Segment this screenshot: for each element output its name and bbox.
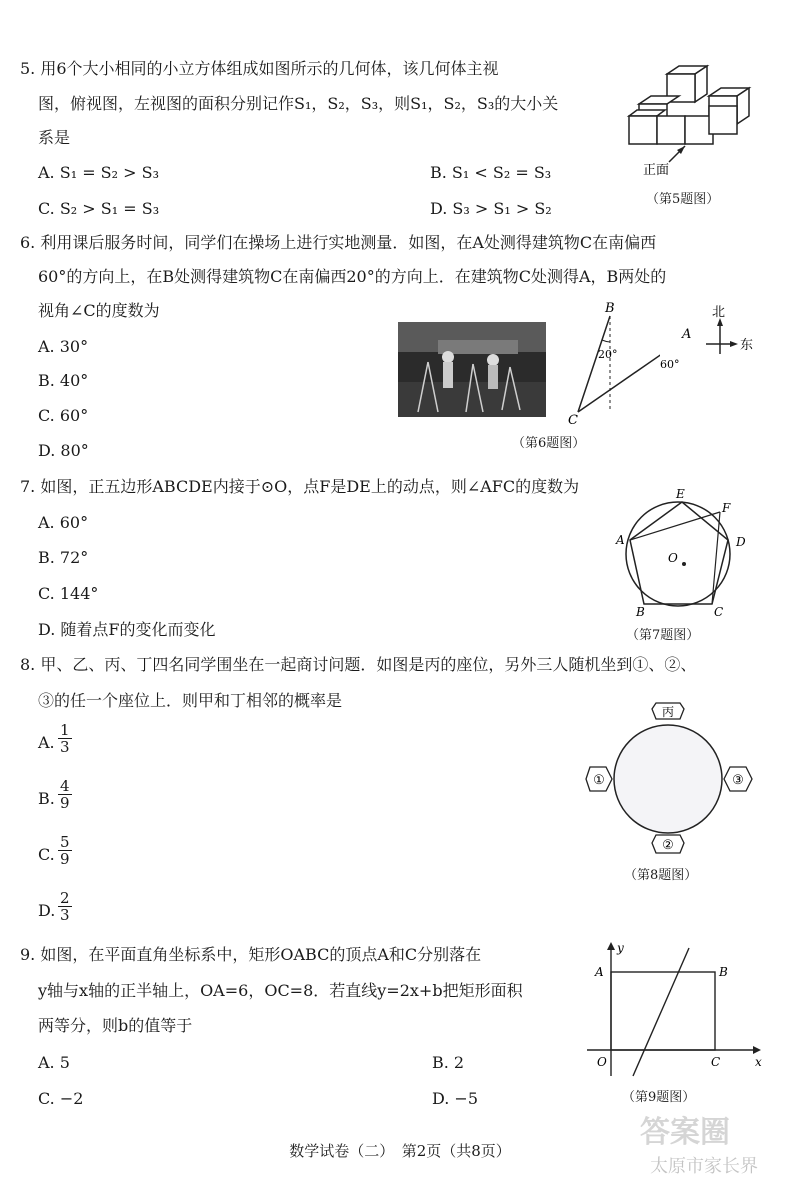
q5-option-d: D. S₃ > S₁ > S₂ bbox=[430, 199, 552, 218]
q8-option-d-fraction bbox=[58, 890, 72, 923]
q9-option-a: A. 5 bbox=[38, 1053, 70, 1072]
q6-stem-line3: 视角∠C的度数为 bbox=[38, 301, 160, 320]
east-arrow-icon bbox=[730, 341, 738, 347]
q8-option-c-num: 5 bbox=[60, 833, 70, 851]
q9-label-c: C bbox=[711, 1055, 721, 1069]
q8-option-d-label: D. bbox=[38, 901, 56, 920]
q7-pentagon-figure bbox=[610, 482, 760, 622]
q7-option-b: B. 72° bbox=[38, 548, 89, 567]
q8-option-a-label: A. bbox=[38, 733, 55, 752]
q6-label-a: A bbox=[682, 327, 692, 342]
q5-stem-line1: 5. 用6个大小相同的小立方体组成如图所示的几何体，该几何体主视 bbox=[20, 59, 499, 78]
q9-stem-line1: 9. 如图，在平面直角坐标系中，矩形OABC的顶点A和C分别落在 bbox=[20, 945, 482, 964]
q9-label-y: y bbox=[617, 941, 624, 955]
q6-option-c: C. 60° bbox=[38, 406, 89, 425]
q6-option-d: D. 80° bbox=[38, 441, 89, 460]
q7-label-o: O bbox=[668, 551, 678, 565]
q9-stem-line2: y轴与x轴的正半轴上，OA=6，OC=8．若直线y=2x+b把矩形面积 bbox=[38, 981, 523, 1000]
seat-left-label: ① bbox=[593, 773, 605, 788]
rectangle-oabc bbox=[611, 972, 715, 1050]
q5-option-b: B. S₁ < S₂ = S₃ bbox=[430, 163, 552, 182]
q6-compass bbox=[700, 300, 760, 360]
q9-option-c: C. −2 bbox=[38, 1089, 84, 1108]
q9-label-o: O bbox=[597, 1055, 607, 1069]
q9-stem-line3: 两等分，则b的值等于 bbox=[38, 1016, 193, 1035]
watermark-logo bbox=[610, 1110, 790, 1180]
q9-coordinate-figure bbox=[585, 940, 770, 1080]
q5-stem-line2: 图，俯视图，左视图的面积分别记作S₁，S₂，S₃，则S₁，S₂，S₃的大小关 bbox=[38, 94, 559, 113]
q5-front-label: 正面 bbox=[643, 163, 670, 178]
q7-label-d: D bbox=[736, 535, 746, 549]
q5-stem-line3: 系是 bbox=[38, 128, 71, 147]
y-axis-arrow-icon bbox=[607, 942, 615, 950]
q5-caption: （第5题图） bbox=[646, 192, 720, 207]
q8-option-a-fraction bbox=[58, 722, 72, 755]
page-footer: 数学试卷（二） 第2页（共8页） bbox=[289, 1142, 511, 1160]
q6-option-b: B. 40° bbox=[38, 371, 89, 390]
q6-geometry-figure-right bbox=[660, 300, 700, 420]
q7-stem: 7. 如图，正五边形ABCDE内接于⊙O，点F是DE上的动点，则∠AFC的度数为 bbox=[20, 477, 580, 496]
q7-label-b: B bbox=[636, 605, 645, 619]
q8-option-c-fraction bbox=[58, 834, 72, 867]
q8-option-b-den: 9 bbox=[60, 794, 70, 812]
q7-label-a: A bbox=[616, 533, 625, 547]
q5-cube-figure bbox=[625, 62, 760, 192]
q7-option-d: D. 随着点F的变化而变化 bbox=[38, 620, 216, 639]
q7-caption: （第7题图） bbox=[626, 628, 700, 643]
x-axis-arrow-icon bbox=[753, 1046, 761, 1054]
q8-stem-line1: 8. 甲、乙、丙、丁四名同学围坐在一起商讨问题．如图是丙的座位，另外三人随机坐到①、②、 bbox=[20, 655, 697, 674]
watermark-line2: 太原市家长界 bbox=[650, 1156, 758, 1177]
q8-option-b-label: B. bbox=[38, 789, 55, 808]
q9-option-b: B. 2 bbox=[432, 1053, 465, 1072]
q7-label-f: F bbox=[722, 501, 731, 515]
q6-stem-line1: 6. 利用课后服务时间，同学们在操场上进行实地测量．如图，在A处测得建筑物C在南偏西 bbox=[20, 233, 657, 252]
q7-label-c: C bbox=[714, 605, 724, 619]
watermark-line1: 答案圈 bbox=[640, 1115, 730, 1150]
seat-right-label: ③ bbox=[732, 773, 744, 788]
q6-caption: （第6题图） bbox=[512, 436, 586, 451]
q8-option-c-label: C. bbox=[38, 845, 55, 864]
q6-angle-b: 20° bbox=[598, 348, 618, 361]
q8-option-b-num: 4 bbox=[60, 777, 70, 795]
q7-label-e: E bbox=[676, 487, 685, 501]
q6-geometry-figure bbox=[560, 300, 660, 430]
q6-label-c: C bbox=[568, 413, 578, 428]
q7-option-a: A. 60° bbox=[38, 513, 89, 532]
q8-option-a-den: 3 bbox=[60, 738, 70, 756]
q6-north-label: 北 bbox=[712, 305, 726, 320]
q6-angle-a: 60° bbox=[660, 358, 680, 371]
q5-option-a: A. S₁ = S₂ > S₃ bbox=[38, 163, 160, 182]
q8-stem-line2: ③的任一个座位上．则甲和丁相邻的概率是 bbox=[38, 691, 343, 710]
q8-seat-figure bbox=[580, 695, 760, 860]
q9-label-a: A bbox=[595, 965, 604, 979]
q9-label-b: B bbox=[719, 965, 728, 979]
q9-caption: （第9题图） bbox=[622, 1090, 696, 1105]
q9-option-d: D. −5 bbox=[432, 1089, 479, 1108]
q6-stem-line2: 60°的方向上，在B处测得建筑物C在南偏西20°的方向上．在建筑物C处测得A，B两处的 bbox=[38, 267, 667, 286]
seat-bottom-label: ② bbox=[662, 838, 674, 853]
q7-option-c: C. 144° bbox=[38, 584, 99, 603]
q8-option-c-den: 9 bbox=[60, 850, 70, 868]
q6-east-label: 东 bbox=[740, 338, 754, 353]
q6-photo bbox=[398, 322, 546, 417]
seat-top-label: 丙 bbox=[661, 705, 675, 719]
q5-option-c: C. S₂ > S₁ = S₃ bbox=[38, 199, 160, 218]
q8-option-a-num: 1 bbox=[60, 721, 70, 739]
q6-label-b: B bbox=[605, 301, 615, 316]
round-table bbox=[614, 725, 722, 833]
q6-option-a: A. 30° bbox=[38, 337, 89, 356]
q8-option-b-fraction bbox=[58, 778, 72, 811]
q8-caption: （第8题图） bbox=[624, 868, 698, 883]
q8-option-d-num: 2 bbox=[60, 889, 70, 907]
q9-label-x: x bbox=[755, 1055, 762, 1069]
q8-option-d-den: 3 bbox=[60, 906, 70, 924]
line-y-2x-b bbox=[633, 948, 689, 1076]
